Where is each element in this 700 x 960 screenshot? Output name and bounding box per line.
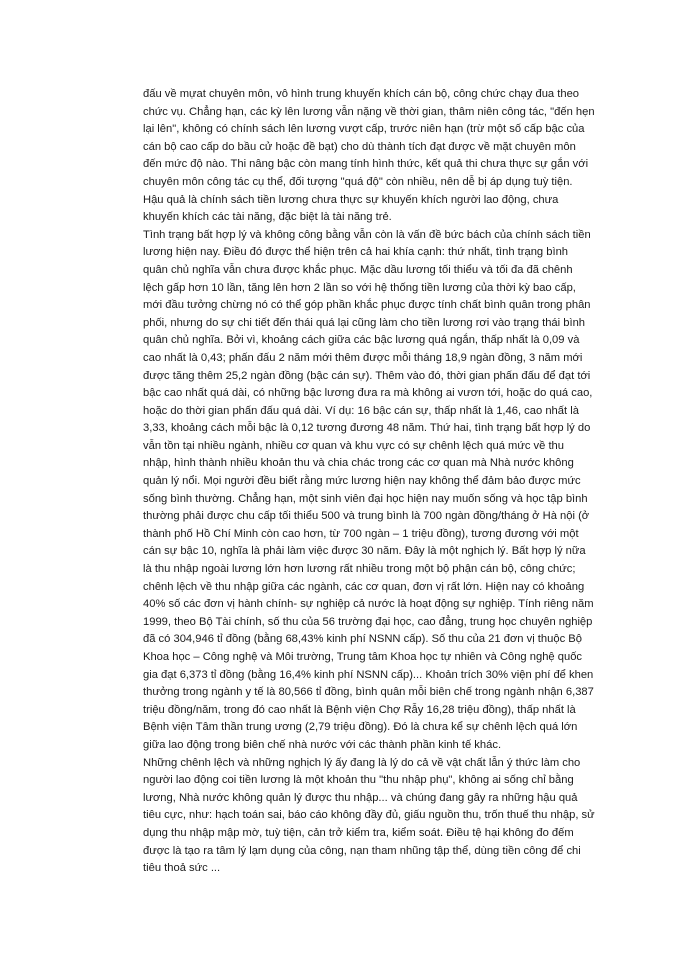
document-page [143,86,595,878]
paragraph-intro-continuation: đấu về mựat chuyên môn, vô hình trung khuyến khích cán bộ, công chức chạy đua theo chức vụ. Chẳng hạn, các kỳ lên lương vẫn nặng về thời gian, thâm niên công tác, "đến hẹn lại lên", không có chính sách lên lương vượt cấp, trước niên hạn (trừ một số cấp bậc của cán bộ cao cấp do bầu cử hoặc đề bạt) cho dù thành tích đạt được về mặt chuyên môn đến mức độ nào. Thi nâng bậc còn mang tính hình thức, kết quả thi chưa thực sự gắn với chuyên môn công tác cụ thể, đối tượng "quá độ" còn nhiều, nên dễ bị áp dụng tuỳ tiện. Hậu quả là chính sách tiền lương chưa thực sự khuyến khích người lao động, chưa khuyến khích các tài năng, đặc biệt là tài năng trẻ. [143,88,595,224]
paragraph-unfair-salary: Tình trạng bất hợp lý và không công bằng vẫn còn là vấn đề bức bách của chính sách tiền lương hiện nay. Điều đó được thể hiện trên cả hai khía cạnh: thứ nhất, tình trạng bình quân chủ nghĩa vẫn chưa được khắc phục. Mặc dầu lương tối thiểu và tối đa đã chênh lệch gấp hơn 10 lần, tăng lên hơn 2 lần so với hệ thống tiền lương của thời kỳ bao cấp, mới đầu tưởng chừng nó có thể góp phần khắc phục được tính chất bình quân trong phân phối, nhưng do sự chi tiết đến thái quá lại cũng làm cho tiền lương rơi vào trạng thái bình quân chủ nghĩa. Bởi vì, khoảng cách giữa các bậc lương quá ngắn, thấp nhất là 0,09 và cao nhất là 0,43; phấn đấu 2 năm mới thêm được mỗi tháng 18,9 ngàn đồng, 3 năm mới được tăng thêm 25,2 ngàn đồng (bậc cán sự). Thêm vào đó, thời gian phấn đấu để đạt tới bậc cao nhất quá dài, có những bậc lương đưa ra mà không ai vươn tới, hoặc do quá cao, hoặc do thời gian phấn đấu quá dài. Ví dụ: 16 bậc cán sự, thấp nhất là 1,46, cao nhất là 3,33, khoảng cách mỗi bậc là 0,12 tương đương 48 năm. Thứ hai, tình trạng bất hợp lý do vẫn tồn tại nhiều ngành, nhiều cơ quan và khu vực có sự chênh lệch quá mức về thu nhập, hình thành nhiều khoản thu và chia chác trong các cơ quan mà Nhà nước không quản lý nổi. Mọi người đều biết rằng mức lương hiện nay không thể đảm bảo được mức sống bình thường. Chẳng hạn, một sinh viên đại học hiện nay muốn sống và học tập bình thường phải được chu cấp tối thiểu 500 và trung bình là 700 ngàn đồng/tháng ở Hà nội (ở thành phố Hồ Chí Minh còn cao hơn, từ 700 ngàn – 1 triệu đồng), tương đương với một cán sự bậc 10, nghĩa là phải làm việc được 30 năm. Đây là một nghịch lý. Bất hợp lý nữa là thu nhập ngoài lương lớn hơn lương rất nhiều trong một bộ phận cán bộ, công chức; chênh lệch về thu nhập giữa các ngành, các cơ quan, đơn vị rất lớn. Hiện nay có khoảng 40% số các đơn vị hành chính- sự nghiệp cả nước là hoạt động sự nghiệp. Tính riêng năm 1999, theo Bộ Tài chính, số thu của 56 trường đại học, cao đẳng, trung học chuyên nghiệp đã có 304,946 tỉ đồng (bằng 68,43% kinh phí NSNN cấp). Số thu của 21 đơn vị thuộc Bộ Khoa học – Công nghệ và Môi trường, Trung tâm Khoa học tự nhiên và Công nghệ quốc gia đạt 6,373 tỉ đồng (bằng 16,4% kinh phí NSNN cấp)... Khoản trích 30% viện phí để khen thưởng trong ngành y tế là 80,566 tỉ đồng, bình quân mỗi biên chế trong ngành nhận 6,387 triệu đồng/năm, trong đó cao nhất là Bệnh viện Chợ Rẫy 16,28 triệu đồng), thấp nhất là Bệnh viện Tâm thần trung ương (2,79 triệu đồng). Đó là chưa kể sự chênh lệch quá lớn giữa lao động trong biên chế nhà nước với các thành phần kinh tế khác. [143,228,594,751]
paragraph-consequences: Những chênh lệch và những nghịch lý ấy đang là lý do cả về vật chất lẫn ý thức làm cho người lao động coi tiền lương là một khoản thu "thu nhập phụ", không ai sống chỉ bằng lương, Nhà nước không quản lý được thu nhập... và chúng đang gây ra những hậu quả tiêu cực, như: hạch toán sai, báo cáo không đầy đủ, giấu nguồn thu, trốn thuế thu nhập, sử dụng thu nhập mập mờ, tuỳ tiện, cản trở kiểm tra, kiểm soát. Điều tệ hại không đo đếm được là tạo ra tâm lý lạm dụng của công, nạn tham nhũng tập thể, dùng tiền công để chi tiêu thoả sức ... [143,756,595,875]
